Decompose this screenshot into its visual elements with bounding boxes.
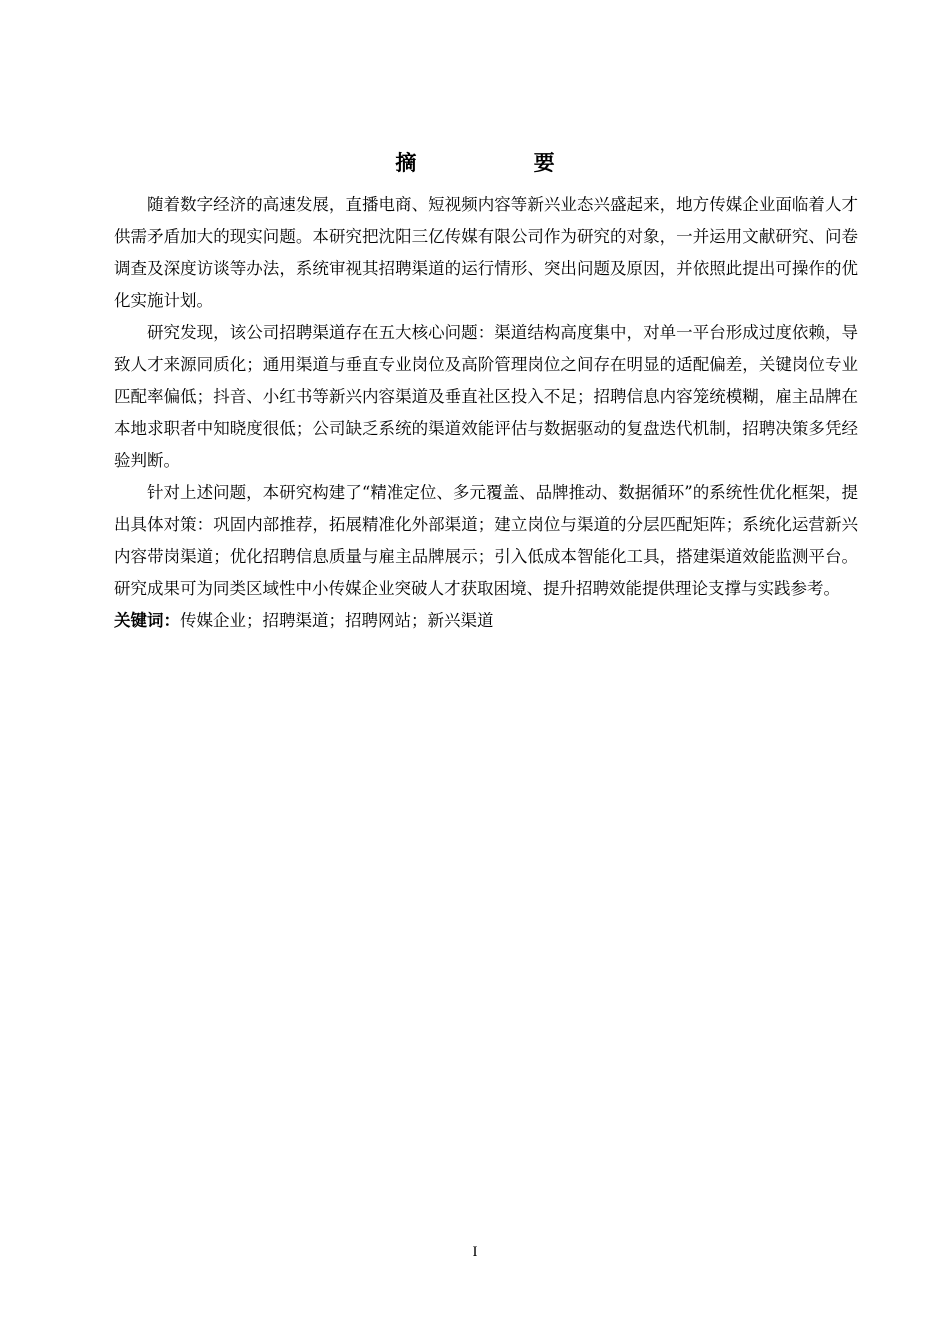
abstract-body [114, 189, 858, 637]
abstract-paragraph-2: 研究发现，该公司招聘渠道存在五大核心问题：渠道结构高度集中，对单一平台形成过度依赖，导致人才来源同质化；通用渠道与垂直专业岗位及高阶管理岗位之间存在明显的适配偏差，关键岗位专业匹配率偏低；抖音、小红书等新兴内容渠道及垂直社区投入不足；招聘信息内容笼统模糊，雇主品牌在本地求职者中知晓度很低；公司缺乏系统的渠道效能评估与数据驱动的复盘迭代机制，招聘决策多凭经验判断。 [114, 323, 858, 470]
keywords-label: 关键词： [114, 611, 180, 630]
abstract-paragraph-3: 针对上述问题，本研究构建了“精准定位、多元覆盖、品牌推动、数据循环”的系统性优化框架，提出具体对策：巩固内部推荐，拓展精准化外部渠道；建立岗位与渠道的分层匹配矩阵；系统化运营新兴内容带岗渠道；优化招聘信息质量与雇主品牌展示；引入低成本智能化工具，搭建渠道效能监测平台。研究成果可为同类区域性中小传媒企业突破人才获取困境、提升招聘效能提供理论支撑与实践参考。 [114, 483, 858, 598]
keywords-list: 传媒企业；招聘渠道；招聘网站；新兴渠道 [180, 611, 494, 630]
page-number: I [472, 1244, 478, 1260]
keywords-line [114, 605, 858, 637]
abstract-paragraph-1: 随着数字经济的高速发展，直播电商、短视频内容等新兴业态兴盛起来，地方传媒企业面临着人才供需矛盾加大的现实问题。本研究把沈阳三亿传媒有限公司作为研究的对象，一并运用文献研究、问卷调查及深度访谈等办法，系统审视其招聘渠道的运行情形、突出问题及原因，并依照此提出可操作的优化实施计划。 [114, 195, 858, 310]
abstract-title: 摘 要 [395, 151, 610, 175]
